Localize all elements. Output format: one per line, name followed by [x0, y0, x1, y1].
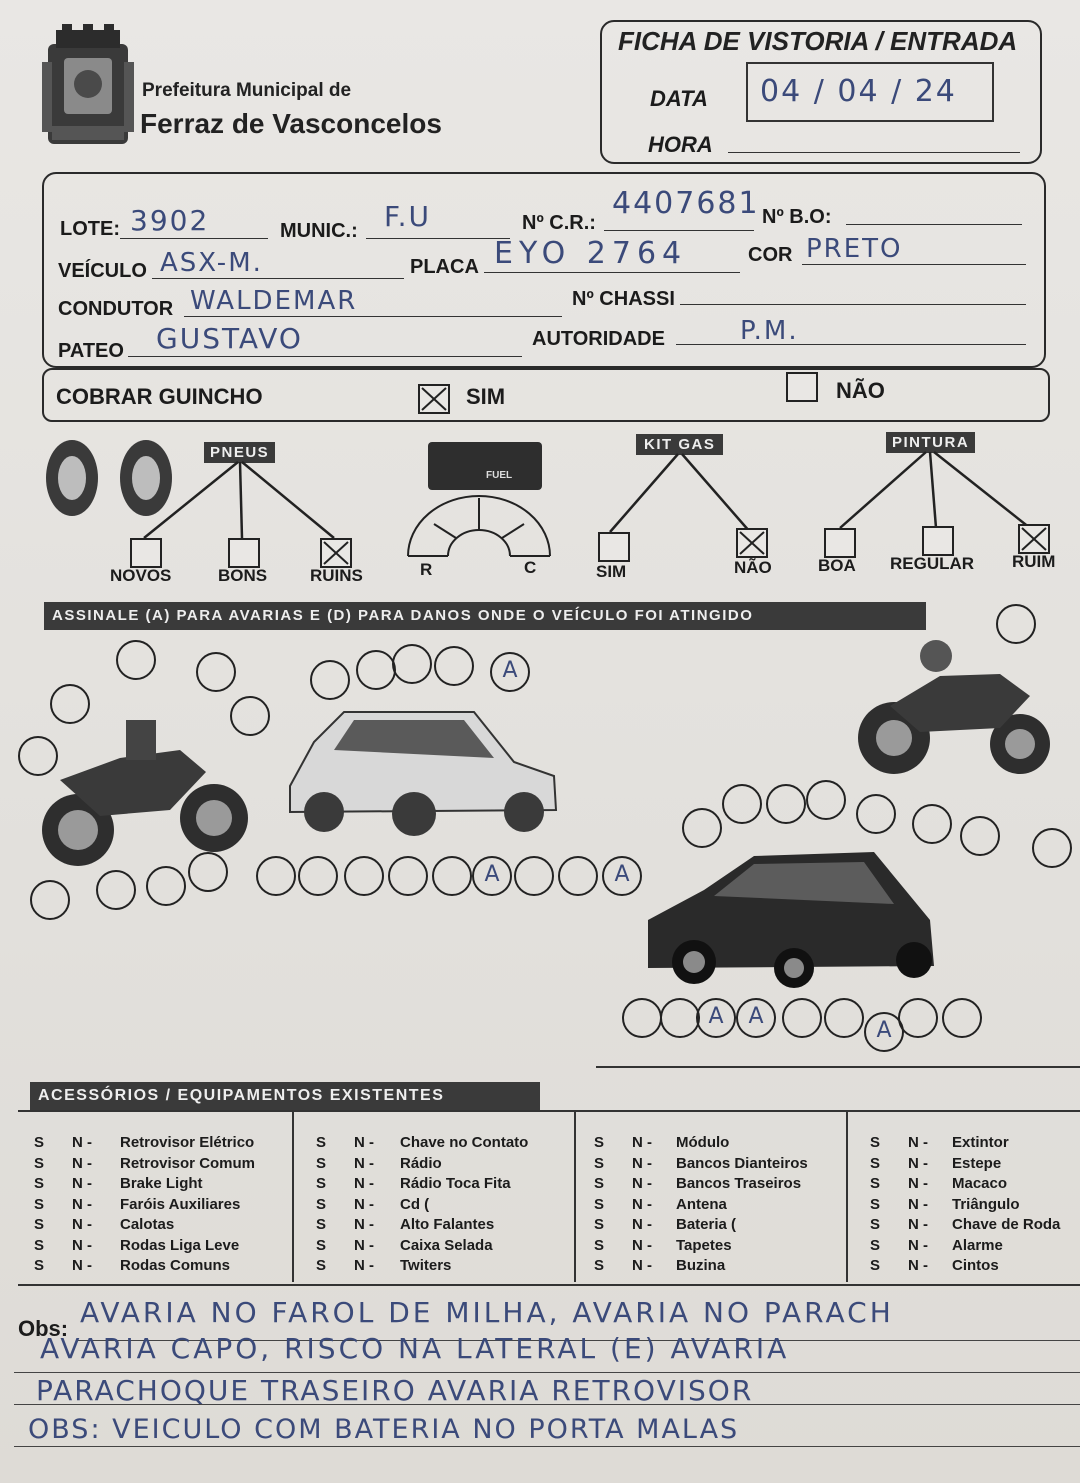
accessory-label: Calotas: [120, 1216, 175, 1233]
damage-marker-circle[interactable]: [514, 856, 554, 896]
accessory-label: Twiters: [400, 1257, 452, 1274]
pintura-regular-label: REGULAR: [890, 554, 975, 573]
autoridade-value: P.M.: [740, 316, 799, 346]
damage-marker-circle[interactable]: [766, 784, 806, 824]
accessory-n-option[interactable]: N -: [632, 1195, 652, 1213]
avaria-mark: A: [876, 1018, 892, 1043]
damage-marker-circle[interactable]: [622, 998, 662, 1038]
autoridade-label: AUTORIDADE: [532, 328, 665, 350]
accessory-n-option[interactable]: N -: [354, 1195, 374, 1213]
pintura-regular-checkbox[interactable]: [922, 526, 954, 556]
veiculo-value: ASX-M.: [160, 248, 263, 278]
accessory-n-option[interactable]: N -: [354, 1236, 374, 1254]
accessory-s-option[interactable]: S: [594, 1134, 605, 1151]
accessory-label: Rádio Toca Fita: [400, 1175, 511, 1192]
placa-value: EYO 2764: [494, 236, 688, 271]
accessories-col-divider-2: [574, 1112, 576, 1282]
motorcycle-right-illustration: [850, 636, 1060, 786]
damage-marker-circle[interactable]: [1032, 828, 1072, 868]
accessory-s-option[interactable]: S: [316, 1175, 327, 1192]
munic-label: MUNIC.:: [280, 220, 358, 242]
accessory-s-option[interactable]: S: [34, 1154, 45, 1172]
pneus-novos-label: NOVOS: [110, 566, 172, 585]
veiculo-field[interactable]: [152, 278, 404, 279]
accessory-label: Cd (: [400, 1195, 430, 1213]
accessory-s-option[interactable]: S: [594, 1175, 605, 1192]
pintura-title: PINTURA: [886, 432, 975, 453]
accessories-col-divider-3: [846, 1112, 848, 1282]
kitgas-sim-label: SIM: [596, 562, 627, 581]
pneus-connector-lines: [130, 460, 370, 540]
accessory-s-option[interactable]: S: [870, 1134, 881, 1151]
accessory-n-option[interactable]: N -: [72, 1134, 92, 1151]
condutor-value: WALDEMAR: [190, 286, 358, 316]
accessory-label: Rodas Liga Leve: [120, 1236, 240, 1254]
accessory-label: Brake Light: [120, 1175, 203, 1192]
accessory-label: Bancos Traseiros: [676, 1175, 802, 1192]
cor-field[interactable]: [802, 264, 1026, 265]
damage-marker-circle[interactable]: [898, 998, 938, 1038]
condutor-label: CONDUTOR: [58, 298, 174, 320]
cor-value: PRETO: [806, 234, 903, 264]
accessory-s-option[interactable]: S: [316, 1134, 327, 1151]
lote-field[interactable]: [120, 238, 268, 239]
damage-marker-circle[interactable]: [942, 998, 982, 1038]
avarias-banner: ASSINALE (A) PARA AVARIAS E (D) PARA DANOS ONDE O VEÍCULO FOI ATINGIDO: [44, 602, 926, 630]
accessory-label: Módulo: [676, 1134, 730, 1151]
accessory-s-option[interactable]: S: [870, 1175, 881, 1192]
damage-marker-circle[interactable]: [432, 856, 472, 896]
accessory-n-option[interactable]: N -: [908, 1236, 928, 1254]
diagram-divider: [596, 1066, 1080, 1068]
accessory-label: Retrovisor Comum: [120, 1154, 256, 1172]
black-car-illustration: [644, 850, 944, 990]
accessory-n-option[interactable]: N -: [72, 1195, 92, 1213]
pateo-value: GUSTAVO: [156, 322, 303, 355]
damage-marker-circle[interactable]: [856, 794, 896, 834]
guincho-nao-label: NÃO: [836, 378, 885, 403]
obs-text-line-2: AVARIA CAPO, RISCO NA LATERAL (E) AVARIA: [40, 1332, 790, 1365]
accessory-label: Extintor: [952, 1134, 1009, 1151]
accessory-s-option[interactable]: S: [870, 1236, 881, 1254]
accessories-col-divider-1: [292, 1112, 294, 1282]
form-title: FICHA DE VISTORIA / ENTRADA: [618, 26, 1018, 56]
damage-marker-circle[interactable]: [824, 998, 864, 1038]
accessory-s-option[interactable]: S: [594, 1236, 605, 1254]
accessory-s-option[interactable]: S: [316, 1216, 327, 1233]
pateo-field[interactable]: [128, 356, 522, 357]
avaria-mark: A: [748, 1004, 764, 1029]
accessory-n-option[interactable]: N -: [632, 1175, 652, 1192]
guincho-nao-checkbox[interactable]: [786, 372, 818, 402]
damage-marker-circle[interactable]: [960, 816, 1000, 856]
accessory-n-option[interactable]: N -: [72, 1257, 92, 1274]
hora-label: HORA: [648, 132, 713, 157]
accessory-label: Chave no Contato: [400, 1134, 529, 1151]
damage-marker-circle[interactable]: [602, 856, 642, 896]
accessory-label: Caixa Selada: [400, 1236, 493, 1254]
damage-marker-circle[interactable]: [256, 856, 296, 896]
accessory-n-option[interactable]: N -: [632, 1257, 652, 1274]
data-value: 04 / 04 / 24: [760, 74, 957, 109]
obs-text-line-4: OBS: VEICULO COM BATERIA NO PORTA MALAS: [28, 1414, 740, 1445]
pintura-boa-label: BOA: [818, 556, 856, 575]
damage-marker-circle[interactable]: [782, 998, 822, 1038]
data-label: DATA: [650, 86, 708, 111]
pintura-connector-lines: [830, 450, 1050, 530]
prefeitura-label: Prefeitura Municipal de: [142, 80, 352, 101]
obs-line-4[interactable]: [14, 1446, 1080, 1447]
pintura-boa-checkbox[interactable]: [824, 528, 856, 558]
kitgas-connector-lines: [600, 452, 770, 534]
hora-field[interactable]: [728, 152, 1020, 153]
guincho-sim-checkbox[interactable]: [418, 384, 450, 414]
accessory-n-option[interactable]: N -: [908, 1257, 928, 1274]
cor-label: COR: [748, 244, 793, 266]
accessory-n-option[interactable]: N -: [72, 1175, 92, 1192]
damage-marker-circle[interactable]: [682, 808, 722, 848]
damage-marker-circle[interactable]: [96, 870, 136, 910]
accessory-label: Alto Falantes: [400, 1216, 495, 1233]
accessory-s-option[interactable]: S: [34, 1175, 45, 1192]
pintura-ruim-checkbox[interactable]: [1018, 524, 1050, 554]
kitgas-sim-checkbox[interactable]: [598, 532, 630, 562]
accessory-n-option[interactable]: N -: [908, 1154, 928, 1172]
accessory-n-option[interactable]: N -: [908, 1134, 928, 1151]
accessory-label: Bancos Dianteiros: [676, 1154, 808, 1172]
damage-marker-circle[interactable]: [472, 856, 512, 896]
veiculo-label: VEÍCULO: [58, 260, 147, 282]
damage-marker-circle[interactable]: [30, 880, 70, 920]
check-x-mark-icon: [322, 540, 350, 566]
lote-label: LOTE:: [60, 218, 120, 240]
fuel-gauge-image: [428, 442, 542, 490]
accessory-n-option[interactable]: N -: [354, 1134, 374, 1151]
obs-text-line-1: AVARIA NO FAROL DE MILHA, AVARIA NO PARACH: [80, 1296, 894, 1329]
accessory-s-option[interactable]: S: [316, 1154, 327, 1172]
nbo-label: Nº B.O:: [762, 206, 832, 228]
damage-marker-circle[interactable]: [344, 856, 384, 896]
accessory-n-option[interactable]: N -: [72, 1216, 92, 1233]
check-x-mark-icon: [738, 530, 766, 556]
accessory-s-option[interactable]: S: [870, 1154, 881, 1172]
fuel-r-label: R: [420, 560, 433, 579]
accessory-label: Tapetes: [676, 1236, 732, 1254]
accessory-label: Faróis Auxiliares: [120, 1195, 241, 1213]
accessory-n-option[interactable]: N -: [908, 1216, 928, 1233]
city-coat-of-arms-logo: [38, 22, 138, 154]
accessory-n-option[interactable]: N -: [354, 1154, 374, 1172]
accessory-s-option[interactable]: S: [594, 1154, 605, 1172]
accessory-s-option[interactable]: S: [34, 1195, 45, 1213]
fuel-gauge-text: FUEL: [486, 470, 513, 481]
damage-marker-circle[interactable]: [434, 646, 474, 686]
accessory-label: Rodas Comuns: [120, 1257, 231, 1274]
guincho-sim-label: SIM: [466, 384, 506, 409]
accessory-label: Estepe: [952, 1154, 1002, 1172]
condutor-field[interactable]: [184, 316, 562, 317]
damage-marker-circle[interactable]: [18, 736, 58, 776]
damage-marker-circle[interactable]: [912, 804, 952, 844]
nbo-field[interactable]: [846, 224, 1022, 225]
accessory-s-option[interactable]: S: [316, 1236, 327, 1254]
accessory-s-option[interactable]: S: [594, 1195, 605, 1213]
accessory-s-option[interactable]: S: [34, 1236, 45, 1254]
accessory-s-option[interactable]: S: [870, 1216, 881, 1233]
damage-marker-circle[interactable]: [388, 856, 428, 896]
pneus-ruins-label: RUINS: [310, 566, 363, 585]
avaria-mark: A: [708, 1004, 724, 1029]
lote-value: 3902: [130, 204, 210, 237]
accessory-n-option[interactable]: N -: [354, 1257, 374, 1274]
damage-marker-circle[interactable]: [806, 780, 846, 820]
white-car-illustration: [284, 706, 564, 836]
kitgas-nao-checkbox[interactable]: [736, 528, 768, 558]
damage-marker-circle[interactable]: [996, 604, 1036, 644]
accessory-label: Antena: [676, 1195, 727, 1213]
accessory-label: Bateria (: [676, 1216, 737, 1233]
autoridade-field[interactable]: [676, 344, 1026, 345]
accessory-label: Chave de Roda: [952, 1216, 1061, 1233]
fuel-c-label: C: [524, 558, 537, 577]
ncr-field[interactable]: [604, 230, 754, 231]
accessory-s-option[interactable]: S: [34, 1216, 45, 1233]
kitgas-nao-label: NÃO: [734, 558, 772, 577]
fuel-level-dial[interactable]: [404, 494, 554, 560]
damage-marker-circle[interactable]: [722, 784, 762, 824]
damage-marker-circle[interactable]: [146, 866, 186, 906]
obs-line-2[interactable]: [14, 1372, 1080, 1373]
pintura-ruim-label: RUIM: [1012, 552, 1056, 571]
damage-marker-circle[interactable]: [188, 852, 228, 892]
munic-field[interactable]: [366, 238, 510, 239]
damage-marker-circle[interactable]: [230, 696, 270, 736]
accessory-n-option[interactable]: N -: [72, 1154, 92, 1172]
accessory-n-option[interactable]: N -: [632, 1216, 652, 1233]
accessory-s-option[interactable]: S: [34, 1134, 45, 1151]
accessory-label: Buzina: [676, 1257, 726, 1274]
guincho-label: COBRAR GUINCHO: [56, 384, 263, 409]
obs-text-line-3: PARACHOQUE TRASEIRO AVARIA RETROVISOR: [36, 1374, 754, 1407]
pneus-bons-checkbox[interactable]: [228, 538, 260, 568]
damage-marker-circle[interactable]: [660, 998, 700, 1038]
pneus-ruins-checkbox[interactable]: [320, 538, 352, 568]
damage-marker-circle[interactable]: [558, 856, 598, 896]
motorcycle-left-illustration: [30, 700, 250, 880]
pneus-novos-checkbox[interactable]: [130, 538, 162, 568]
damage-marker-circle[interactable]: [490, 652, 530, 692]
chassi-label: Nº CHASSI: [572, 288, 675, 310]
damage-marker-circle[interactable]: [196, 652, 236, 692]
accessory-s-option[interactable]: S: [870, 1195, 881, 1213]
city-name: Ferraz de Vasconcelos: [140, 108, 442, 139]
check-x-mark-icon: [420, 386, 448, 412]
obs-label: Obs:: [18, 1316, 69, 1341]
damage-marker-circle[interactable]: [310, 660, 350, 700]
accessory-s-option[interactable]: S: [594, 1216, 605, 1233]
munic-value: F.U: [384, 200, 432, 233]
accessory-label: Alarme: [952, 1236, 1003, 1254]
accessory-n-option[interactable]: N -: [632, 1134, 652, 1151]
pateo-label: PATEO: [58, 340, 124, 362]
damage-marker-circle[interactable]: [356, 650, 396, 690]
avaria-mark: A: [484, 862, 500, 887]
damage-marker-circle[interactable]: [736, 998, 776, 1038]
accessory-n-option[interactable]: N -: [632, 1154, 652, 1172]
accessory-n-option[interactable]: N -: [354, 1175, 374, 1192]
placa-label: PLACA: [410, 256, 479, 278]
ncr-label: Nº C.R.:: [522, 212, 596, 234]
accessory-s-option[interactable]: S: [594, 1257, 605, 1274]
damage-marker-circle[interactable]: [392, 644, 432, 684]
accessory-n-option[interactable]: N -: [632, 1236, 652, 1254]
pneus-title: PNEUS: [204, 442, 275, 463]
accessory-s-option[interactable]: S: [34, 1257, 45, 1274]
accessory-s-option[interactable]: S: [870, 1257, 881, 1274]
accessory-n-option[interactable]: N -: [354, 1216, 374, 1233]
kitgas-title: KIT GAS: [636, 434, 723, 455]
accessory-label: Rádio: [400, 1154, 442, 1172]
damage-marker-circle[interactable]: [50, 684, 90, 724]
accessory-label: Cintos: [952, 1257, 999, 1274]
accessory-label: Triângulo: [952, 1195, 1020, 1213]
accessory-s-option[interactable]: S: [316, 1195, 327, 1213]
accessory-s-option[interactable]: S: [316, 1257, 327, 1274]
damage-marker-circle[interactable]: [298, 856, 338, 896]
pneus-bons-label: BONS: [218, 566, 268, 585]
accessory-label: Retrovisor Elétrico: [120, 1134, 255, 1151]
avaria-mark: A: [502, 658, 518, 683]
placa-field[interactable]: [484, 272, 740, 273]
accessory-n-option[interactable]: N -: [908, 1195, 928, 1213]
accessory-n-option[interactable]: N -: [908, 1175, 928, 1192]
damage-marker-circle[interactable]: [116, 640, 156, 680]
check-x-mark-icon: [1020, 526, 1048, 552]
chassi-field[interactable]: [680, 304, 1026, 305]
accessories-banner: ACESSÓRIOS / EQUIPAMENTOS EXISTENTES: [30, 1082, 540, 1110]
ncr-value: 4407681: [612, 186, 760, 221]
avaria-mark: A: [614, 862, 630, 887]
accessory-label: Macaco: [952, 1175, 1008, 1192]
damage-marker-circle[interactable]: [696, 998, 736, 1038]
accessory-n-option[interactable]: N -: [72, 1236, 92, 1254]
